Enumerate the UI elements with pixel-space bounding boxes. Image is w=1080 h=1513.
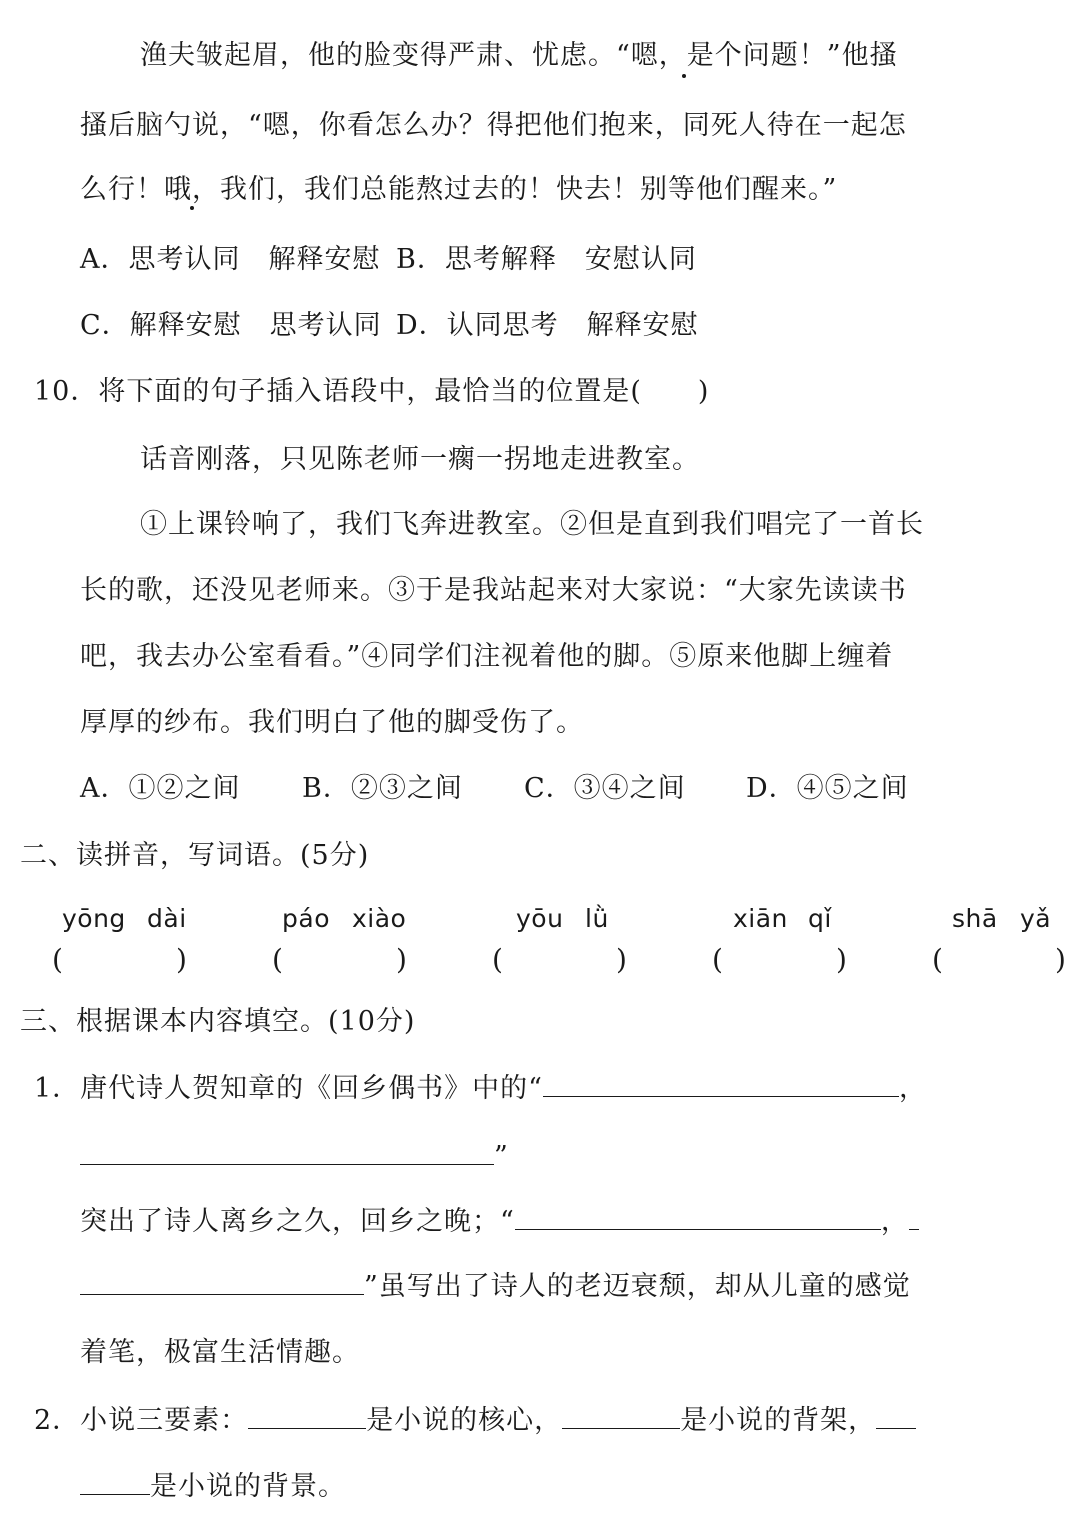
s3-q2-text-2: 是小说的核心，	[366, 1405, 563, 1436]
q9-passage-line-1: 渔夫皱起眉，他的脸变得严肃、忧虑。“嗯，是个问题！”他搔	[140, 40, 898, 71]
answer-blank-2[interactable]	[80, 1136, 494, 1165]
s3-q2-text-3: 是小说的背架，	[680, 1405, 877, 1436]
pinyin-1-b: dài	[147, 904, 187, 933]
q10-stem: 10．将下面的句子插入语段中，最恰当的位置是( )	[34, 376, 710, 407]
q9-passage-line-2: 搔后脑勺说，“嗯，你看怎么办？得把他们抱来，同死人待在一起怎	[80, 110, 907, 141]
q9-option-c: C．解释安慰 思考认同	[80, 310, 382, 341]
s3-q1-line-3	[80, 1201, 919, 1242]
pinyin-3-a: yōu	[516, 904, 564, 933]
q10-paragraph-line-2: 长的歌，还没见老师来。③于是我站起来对大家说：“大家先读读书	[80, 575, 907, 606]
section-3-heading: 三、根据课本内容填空。(10分)	[20, 1006, 416, 1037]
s3-q1-line-1	[34, 1068, 927, 1109]
q10-option-a: A．①②之间	[80, 773, 241, 804]
pinyin-5-a: shā	[952, 904, 998, 933]
s3-q2-text-4: 是小说的背景。	[150, 1471, 346, 1502]
answer-blank-1[interactable]	[543, 1068, 899, 1097]
s3-q2-line-1	[34, 1400, 916, 1441]
pinyin-2-b: xiào	[352, 904, 407, 933]
q9-option-d: D．认同思考 解释安慰	[396, 310, 699, 341]
s3-q2-line-2	[80, 1466, 346, 1507]
q10-paragraph-line-3: 吧，我去办公室看看。”④同学们注视着他的脚。⑤原来他脚上缠着	[80, 641, 894, 672]
answer-blank-7-cont[interactable]	[80, 1466, 150, 1495]
pinyin-3-b: lǜ	[585, 904, 609, 933]
s3-q1-text-1: 1．唐代诗人贺知章的《回乡偶书》中的“	[34, 1073, 543, 1104]
s3-q1-line-2	[80, 1136, 509, 1177]
pinyin-4-a: xiān	[733, 904, 788, 933]
comma: ，	[880, 1206, 909, 1237]
s3-q1-line-4	[80, 1266, 911, 1307]
q9-option-b: B．思考解释 安慰认同	[396, 244, 697, 275]
pinyin-5-b: yǎ	[1020, 904, 1052, 933]
q10-paragraph-line-1: ①上课铃响了，我们飞奔进教室。②但是直到我们唱完了一首长	[140, 509, 924, 540]
answer-blank-7[interactable]	[876, 1400, 916, 1429]
pinyin-1-a: yōng	[62, 904, 126, 933]
s3-q1-text-3: 突出了诗人离乡之久，回乡之晚；“	[80, 1206, 515, 1237]
q10-option-b: B．②③之间	[302, 773, 463, 804]
close-quote: ”	[494, 1141, 509, 1172]
answer-blank-4[interactable]	[80, 1266, 364, 1295]
q10-option-c: C．③④之间	[524, 773, 686, 804]
pinyin-2-a: páo	[282, 904, 330, 933]
q10-option-d: D．④⑤之间	[746, 773, 909, 804]
q10-sentence: 话音刚落，只见陈老师一瘸一拐地走进教室。	[140, 444, 700, 475]
s3-q1-text-4: ”虽写出了诗人的老迈衰颓，却从儿童的感觉	[364, 1271, 911, 1302]
emphasis-dot	[190, 206, 194, 210]
answer-blank-6[interactable]	[562, 1400, 680, 1429]
emphasis-dot	[682, 74, 686, 78]
q9-passage-line-3: 么行！哦，我们，我们总能熬过去的！快去！别等他们醒来。”	[80, 174, 838, 205]
s3-q2-text-1: 2．小说三要素：	[34, 1405, 249, 1436]
answer-blank-5[interactable]	[248, 1400, 366, 1429]
q9-option-a: A．思考认同 解释安慰	[80, 244, 381, 275]
answer-blank-3-cont[interactable]	[909, 1201, 919, 1230]
answer-blank-3[interactable]	[515, 1201, 881, 1230]
s3-q1-line-5: 着笔，极富生活情趣。	[80, 1337, 360, 1368]
q10-paragraph-line-4: 厚厚的纱布。我们明白了他的脚受伤了。	[80, 707, 584, 738]
section-2-heading: 二、读拼音，写词语。(5分)	[20, 840, 370, 871]
comma: ，	[898, 1073, 927, 1104]
pinyin-4-b: qǐ	[808, 904, 832, 933]
